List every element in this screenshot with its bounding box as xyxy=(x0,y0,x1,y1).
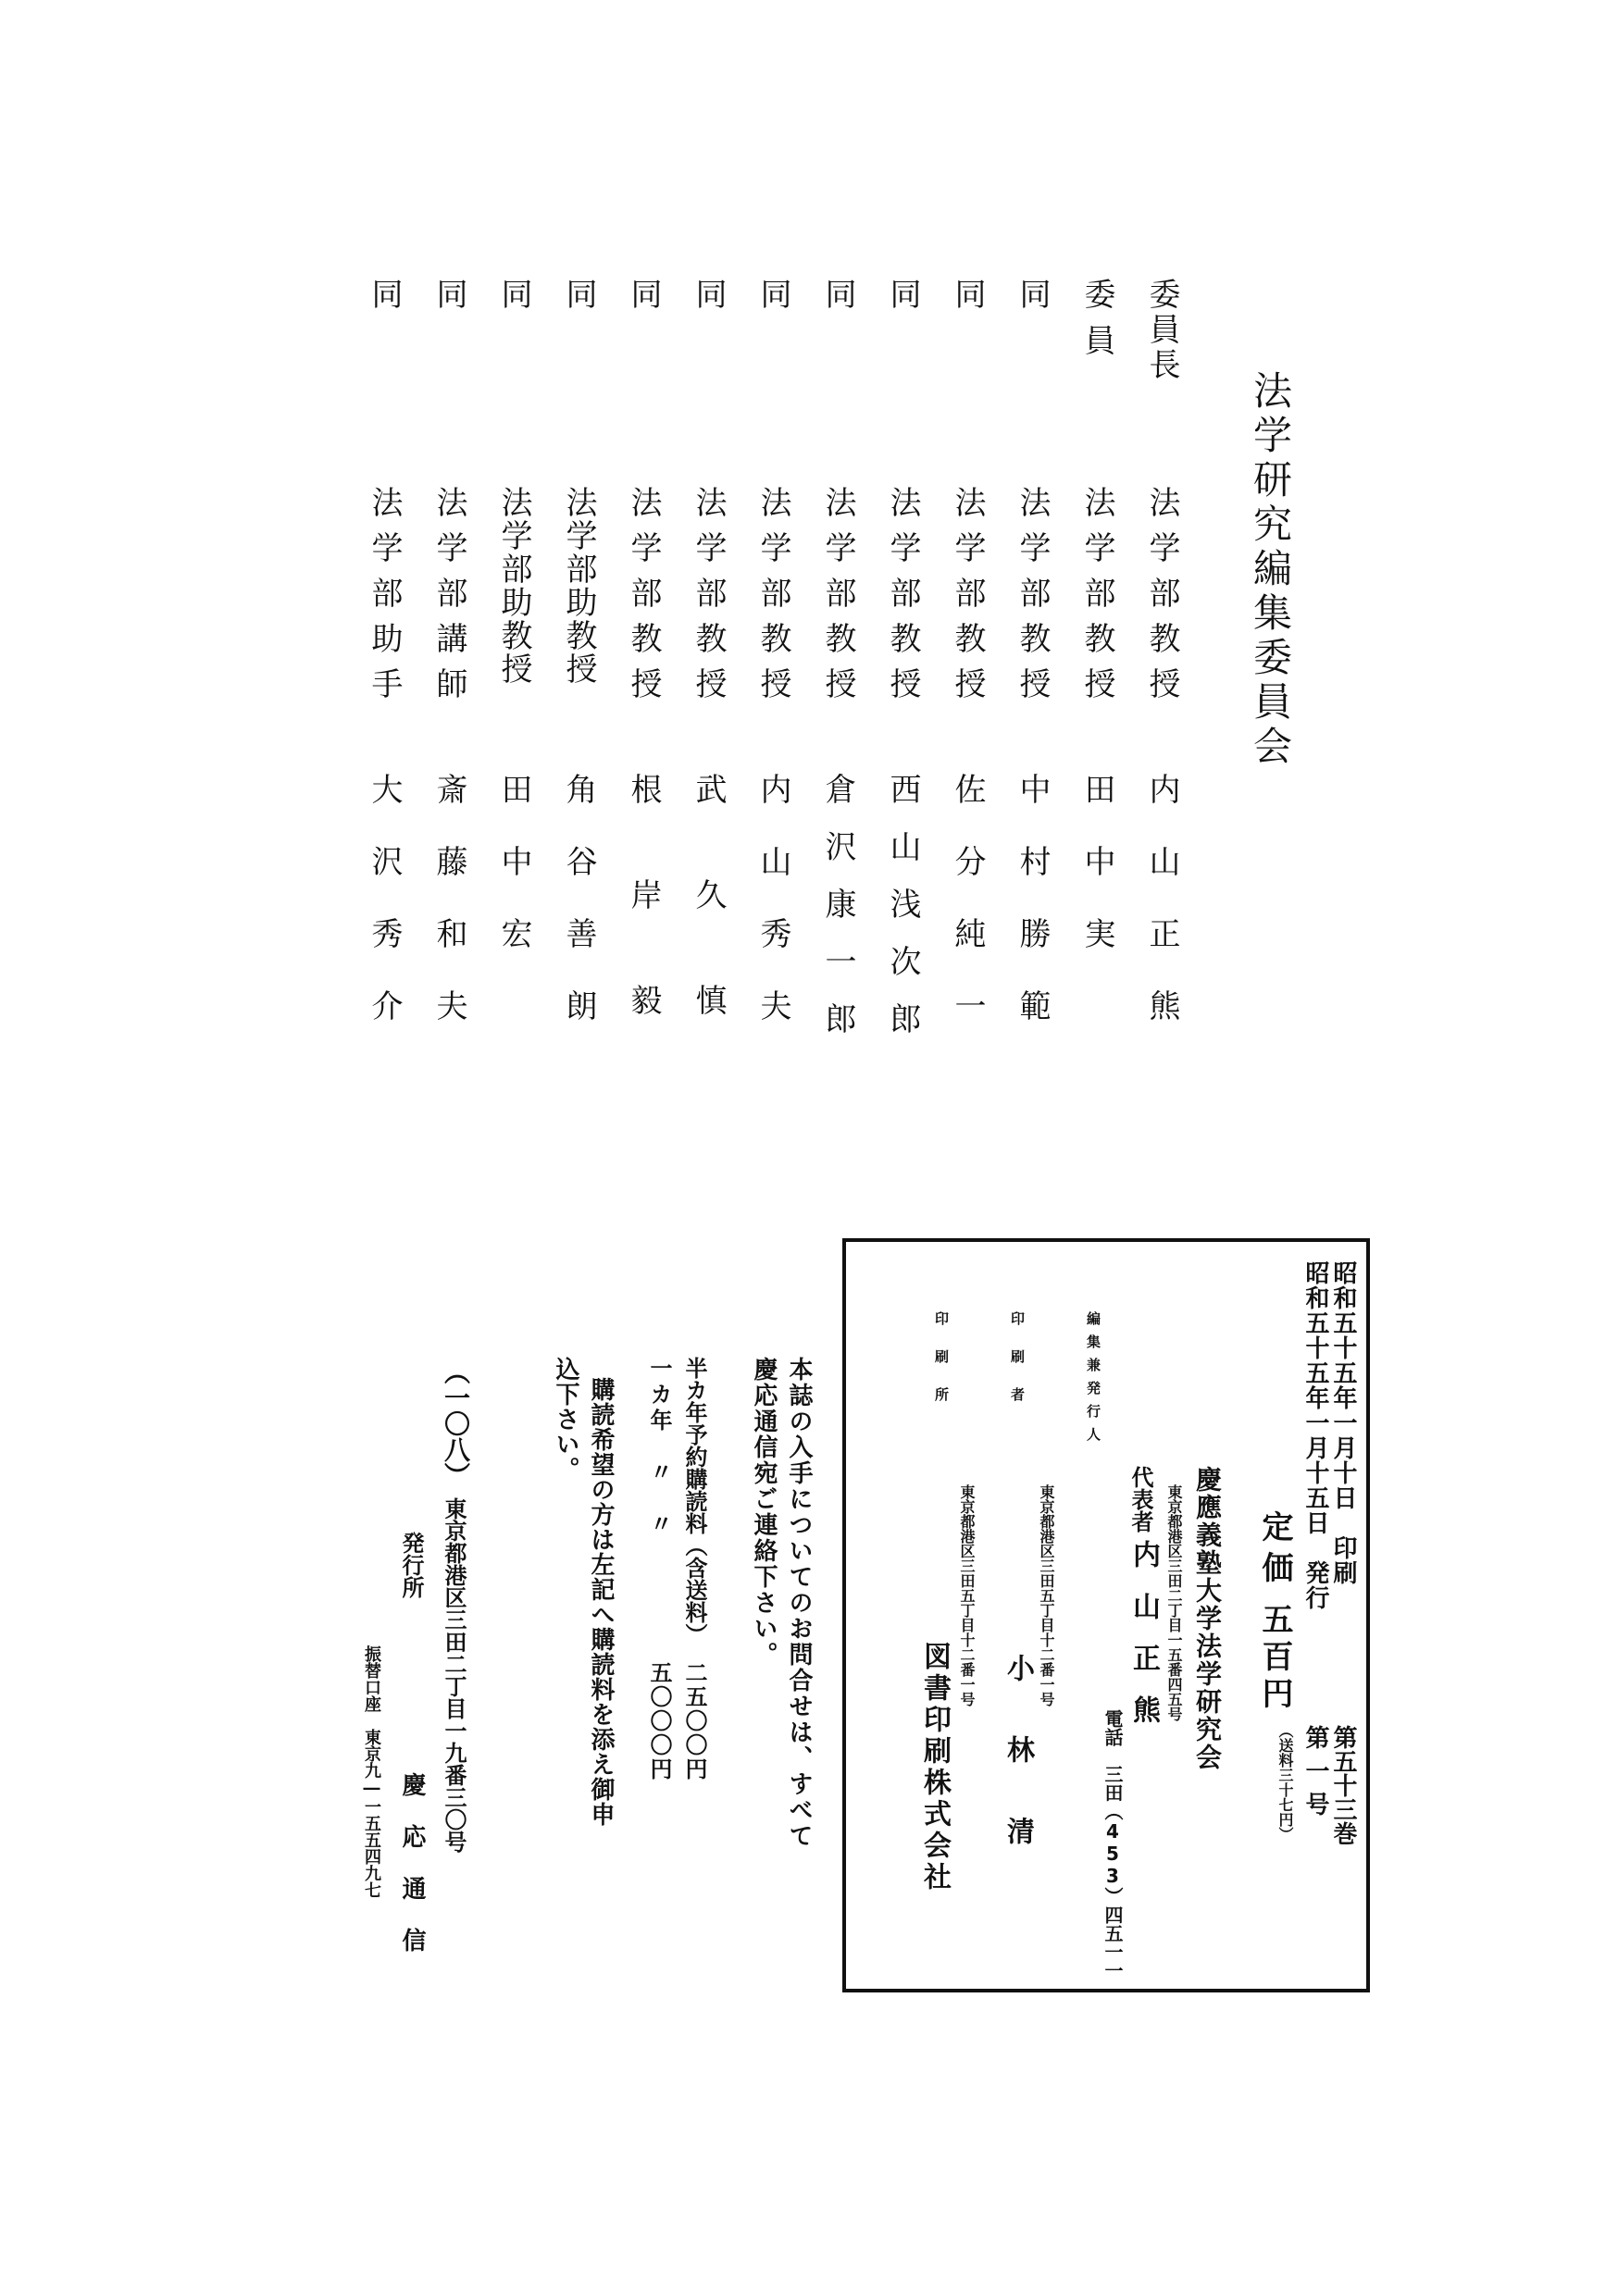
member-position: 法学部教授 xyxy=(1014,486,1051,713)
member-role: 同 xyxy=(430,278,467,324)
member-column xyxy=(815,278,870,1060)
committee-roster xyxy=(305,278,1277,1089)
member-name: 斎藤和夫 xyxy=(430,773,467,1061)
member-name: 根岸毅 xyxy=(625,773,662,1089)
print-shop-name: 図書印刷株式会社 xyxy=(918,1642,951,1893)
member-column xyxy=(555,278,611,1061)
member-column xyxy=(1139,278,1194,1061)
member-column xyxy=(426,278,481,1061)
member-role: 同 xyxy=(495,278,532,324)
member-position: 法学部教授 xyxy=(625,486,662,713)
member-name: 田中実 xyxy=(1078,773,1115,989)
distributor-address: 東京都港区三田二丁目一九番三〇号 xyxy=(441,1497,467,1853)
member-role: 同 xyxy=(690,278,727,324)
distributor-name: 慶応通信 xyxy=(398,1772,426,1980)
member-role: 同 xyxy=(884,278,921,324)
member-position: 法学部教授 xyxy=(754,486,791,713)
price-label: 定価 xyxy=(1256,1510,1293,1592)
member-name: 倉沢康一郎 xyxy=(819,773,856,1060)
editor-label: 編集兼発行人 xyxy=(1085,1311,1101,1450)
member-position: 法学部教授 xyxy=(884,486,921,713)
member-name: 佐分純一 xyxy=(949,773,986,1061)
member-position: 法学部助教授 xyxy=(560,486,597,686)
member-column xyxy=(491,278,546,1055)
member-name: 大沢秀介 xyxy=(366,773,403,1061)
member-position: 法学部講師 xyxy=(430,486,467,713)
issue-number: 第一号 xyxy=(1301,1725,1329,1825)
member-position: 法学部教授 xyxy=(949,486,986,713)
one-year-label: 一カ年 〃 〃 xyxy=(646,1357,672,1538)
member-role: 同 xyxy=(560,278,597,324)
member-name: 田中宏 xyxy=(495,773,532,989)
volume-number: 第五十三巻 xyxy=(1329,1725,1357,1845)
member-name: 内山正熊 xyxy=(1143,773,1180,1061)
price-value: 五百円 xyxy=(1256,1603,1293,1714)
representative-label: 代表者 xyxy=(1127,1466,1153,1533)
half-year-price: 二五〇〇円 xyxy=(681,1661,707,1781)
member-name: 西山浅次郎 xyxy=(884,773,921,1060)
inquiry-line-2: 慶応通信宛ご連絡下さい。 xyxy=(750,1357,778,1668)
inquiry-line-1: 本誌の入手についてのお問合せは、すべて xyxy=(785,1357,813,1849)
distributor-label: 発行所 xyxy=(398,1532,424,1598)
member-column xyxy=(1074,278,1129,1055)
print-shop-label: 印刷所 xyxy=(933,1311,950,1425)
member-role: 委員 xyxy=(1078,278,1115,370)
printer-label: 印刷者 xyxy=(1009,1311,1026,1425)
member-role: 委員長 xyxy=(1143,278,1180,383)
member-column xyxy=(620,278,676,1089)
member-name: 中村勝範 xyxy=(1014,773,1051,1061)
member-role: 同 xyxy=(625,278,662,324)
member-column xyxy=(944,278,1000,1061)
apply-line-2: 込下さい。 xyxy=(552,1357,579,1482)
member-column xyxy=(361,278,417,1061)
print-shop-address: 東京都港区三田五丁目十二番一号 xyxy=(958,1484,976,1706)
member-name: 角谷善朗 xyxy=(560,773,597,1061)
printer-name: 小林清 xyxy=(1002,1654,1034,1898)
member-position: 法学部教授 xyxy=(1143,486,1180,713)
representative-name: 内山正熊 xyxy=(1127,1540,1160,1747)
postage-note: （送料三十七円） xyxy=(1276,1723,1294,1842)
member-column xyxy=(750,278,805,1061)
colophon-box xyxy=(842,1238,1370,1992)
half-year-label: 半カ年予約購読料（含送料） xyxy=(681,1357,707,1645)
member-position: 法学部教授 xyxy=(1078,486,1115,713)
committee-title: 法学研究編集委員会 xyxy=(1248,370,1293,770)
member-role: 同 xyxy=(366,278,403,324)
member-name: 武久慎 xyxy=(690,773,727,1089)
member-position: 法学部教授 xyxy=(819,486,856,713)
member-column xyxy=(879,278,935,1060)
member-column xyxy=(1009,278,1064,1061)
printer-address: 東京都港区三田五丁目十二番一号 xyxy=(1038,1484,1055,1706)
publisher-name: 慶應義塾大学法学研究会 xyxy=(1192,1466,1223,1771)
member-position: 法学部助手 xyxy=(366,486,403,713)
issue-date: 昭和五十五年一月十五日 発行 xyxy=(1301,1260,1329,1610)
member-position: 法学部教授 xyxy=(690,486,727,713)
transfer-account: 振替口座 東京九―一五五四九七 xyxy=(362,1645,381,1898)
member-position: 法学部助教授 xyxy=(495,486,532,686)
publisher-address: 東京都港区三田二丁目一五番四五号 xyxy=(1165,1484,1183,1721)
publisher-phone: 電話 三田（453）四五一一 xyxy=(1101,1709,1124,1980)
page-number: （一〇八） xyxy=(441,1359,471,1488)
member-role: 同 xyxy=(949,278,986,324)
member-role: 同 xyxy=(754,278,791,324)
apply-line-1: 購読希望の方は左記へ購読料を添え御申 xyxy=(587,1377,615,1827)
member-role: 同 xyxy=(819,278,856,324)
print-date: 昭和五十五年一月十日 印刷 xyxy=(1329,1260,1357,1585)
member-role: 同 xyxy=(1014,278,1051,324)
one-year-price: 五〇〇〇円 xyxy=(646,1661,672,1781)
member-name: 内山秀夫 xyxy=(754,773,791,1061)
member-column xyxy=(685,278,741,1089)
